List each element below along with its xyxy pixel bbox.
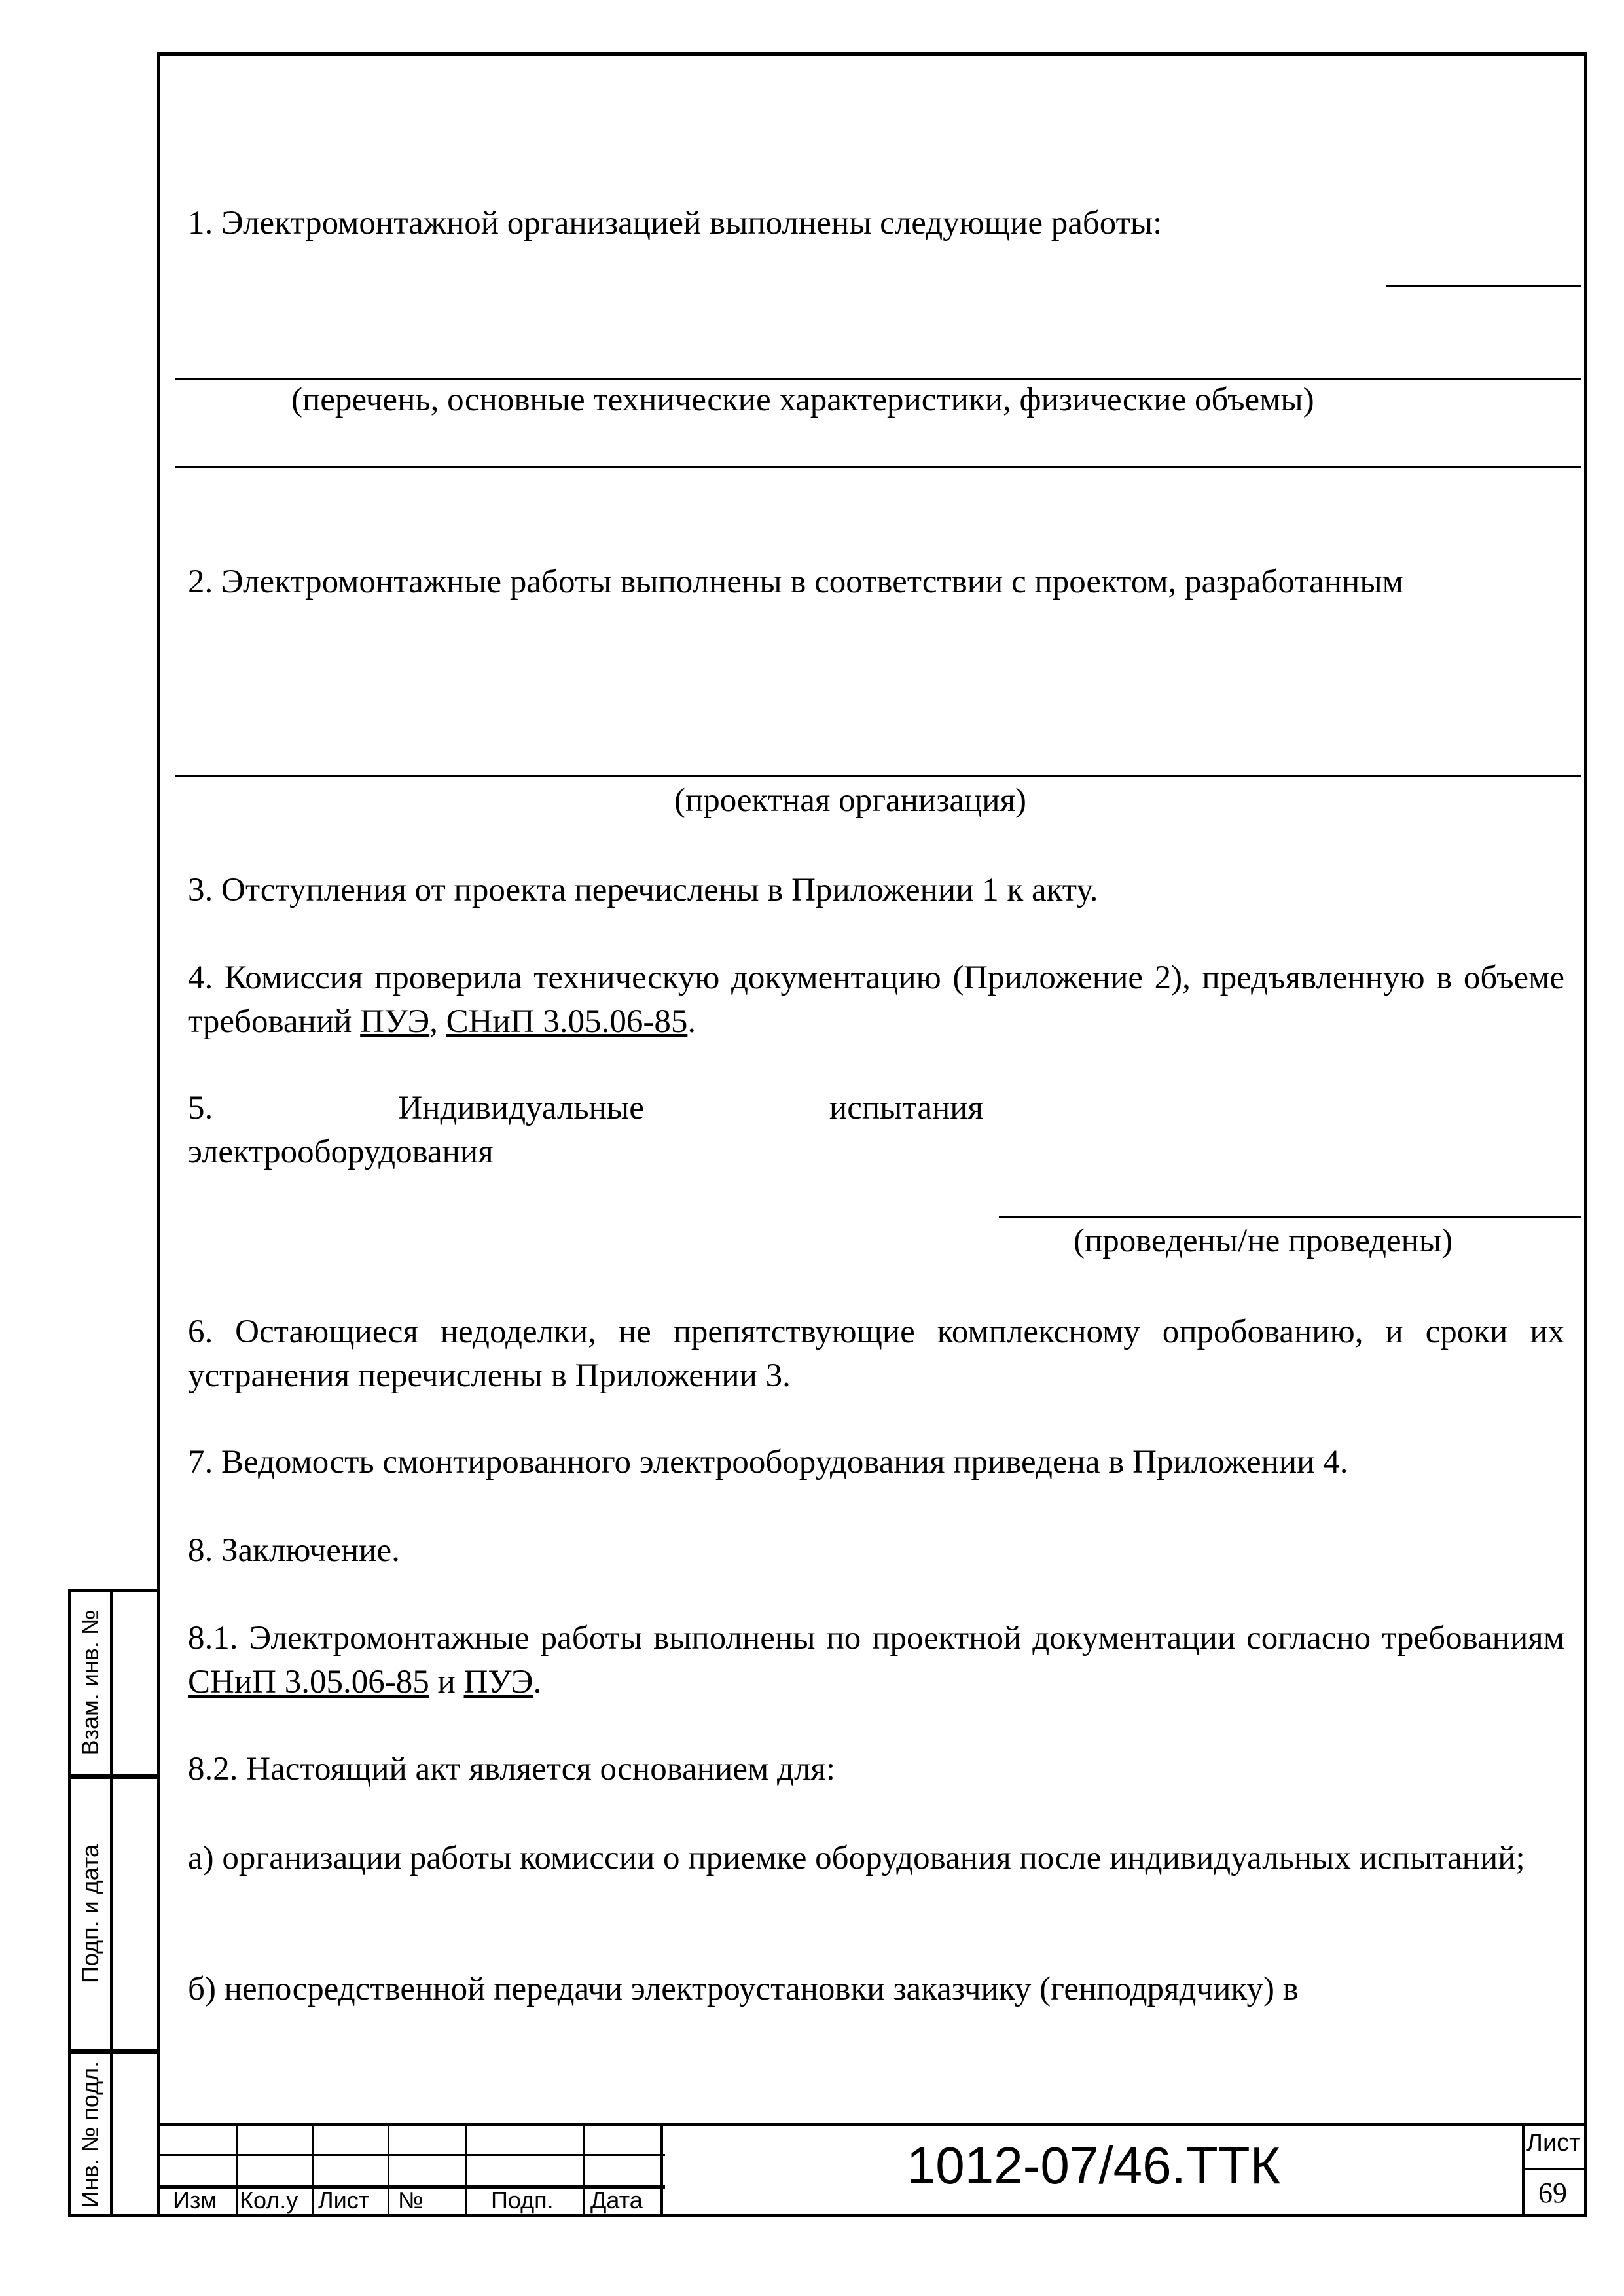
document-code: 1012-07/46.ТТК: [906, 2136, 1281, 2195]
side-stamp-vzam: [68, 1589, 157, 1776]
link-snip[interactable]: СНиП 3.05.06-85: [446, 1003, 688, 1040]
fill-line-1a: [1386, 285, 1581, 287]
paragraph-4-end: .: [687, 1003, 696, 1040]
side-label-inv: Инв. № подл.: [77, 2060, 103, 2208]
caption-tests: (проведены/не проведены): [1074, 1223, 1453, 1259]
title-block: [157, 2123, 1587, 2217]
paragraph-8: 8. Заключение.: [188, 1532, 400, 1569]
col-no: №: [398, 2187, 424, 2214]
paragraph-7: 7. Ведомость смонтированного электрооборудования приведена в Приложении 4.: [188, 1444, 1348, 1480]
paragraph-5-word3: электрооборудования: [188, 1134, 494, 1170]
paragraph-5-word2: испытания: [829, 1090, 983, 1126]
paragraph-8-1-text: 8.1. Электромонтажные работы выполнены по проектной документации согласно требованиям: [188, 1620, 1564, 1657]
sheet-number: 69: [1538, 2177, 1567, 2209]
col-data: Дата: [590, 2187, 643, 2214]
link-pue-2[interactable]: ПУЭ: [463, 1664, 533, 1700]
paragraph-1: 1. Электромонтажной организацией выполнены следующие работы:: [188, 205, 1163, 242]
paragraph-5: [188, 1086, 1564, 1174]
side-label-vzam: Взам. инв. №: [77, 1609, 103, 1756]
paragraph-4-text: 4. Комиссия проверила техническую документацию (Приложение 2), предъявленную в объеме требований: [188, 960, 1564, 1040]
fill-line-2: [175, 775, 1581, 777]
caption-works: (перечень, основные технические характеристики, физические объемы): [291, 382, 1314, 418]
side-label-podp: Подп. и дата: [77, 1844, 103, 1984]
paragraph-b: б) непосредственной передачи электроустановки заказчику (генподрядчику) в: [188, 1971, 1299, 2007]
col-kolu: Кол.у: [240, 2187, 298, 2214]
side-stamp-inv: [68, 2051, 157, 2217]
paragraph-a: а) организации работы комиссии о приемке оборудования после индивидуальных испытаний;: [188, 1840, 1525, 1876]
paragraph-5-num: 5.: [188, 1090, 213, 1126]
caption-design-org: (проектная организация): [674, 782, 1027, 819]
paragraph-6: 6. Остающиеся недоделки, не препятствующие комплексному опробованию, и сроки их устранения перечислены в Приложении 3.: [188, 1314, 1564, 1394]
paragraph-8-1: [188, 1617, 1564, 1704]
fill-line-5: [999, 1216, 1581, 1218]
col-podp: Подп.: [491, 2187, 554, 2214]
paragraph-8-1-mid: и: [429, 1664, 464, 1700]
link-snip-2[interactable]: СНиП 3.05.06-85: [188, 1664, 429, 1700]
fill-line-1c: [175, 466, 1581, 468]
side-stamp-podp: [68, 1776, 157, 2051]
col-list: Лист: [318, 2187, 370, 2214]
sheet-label: Лист: [1526, 2129, 1581, 2157]
paragraph-4-sep: ,: [429, 1003, 446, 1040]
paragraph-8-1-end: .: [533, 1664, 542, 1700]
link-pue[interactable]: ПУЭ: [360, 1003, 430, 1040]
paragraph-2: 2. Электромонтажные работы выполнены в соответствии с проектом, разработанным: [188, 564, 1403, 600]
col-izm: Изм: [173, 2187, 217, 2214]
paragraph-3: 3. Отступления от проекта перечислены в Приложении 1 к акту.: [188, 872, 1098, 908]
paragraph-8-2: 8.2. Настоящий акт является основанием для:: [188, 1751, 836, 1787]
paragraph-4: [188, 956, 1564, 1044]
paragraph-5-word1: Индивидуальные: [398, 1090, 644, 1126]
